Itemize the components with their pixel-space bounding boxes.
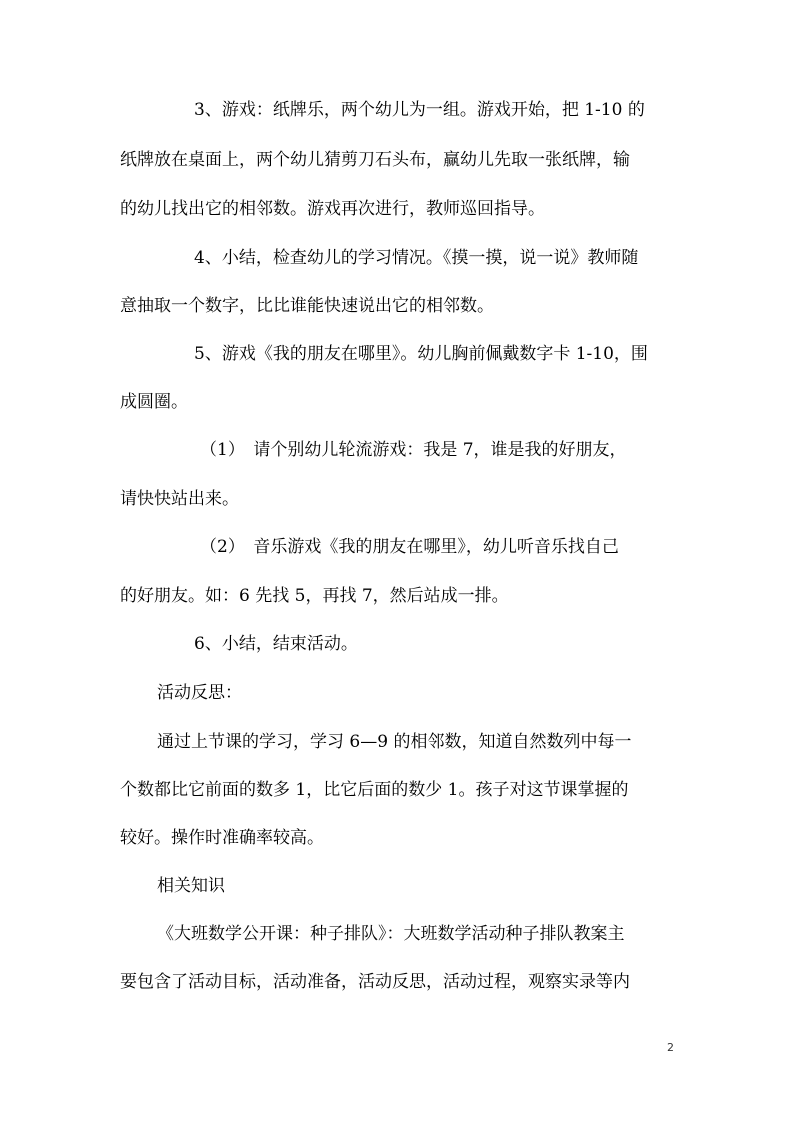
paragraph-line: （2） 音乐游戏《我的朋友在哪里》，幼儿听音乐找自己 bbox=[200, 537, 619, 557]
paragraph-line: 的幼儿找出它的相邻数。游戏再次进行，教师巡回指导。 bbox=[120, 199, 545, 219]
paragraph-line: 意抽取一个数字，比比谁能快速说出它的相邻数。 bbox=[120, 296, 494, 316]
paragraph-line: 《大班数学公开课：种子排队》：大班数学活动种子排队教案主 bbox=[157, 924, 625, 944]
paragraph-line: （1） 请个别幼儿轮流游戏：我是 7，谁是我的好朋友， bbox=[200, 440, 627, 460]
paragraph-line: 6、小结，结束活动。 bbox=[194, 634, 358, 654]
paragraph-line: 通过上节课的学习，学习 6—9 的相邻数，知道自然数列中每一 bbox=[157, 732, 632, 752]
paragraph-line: 纸牌放在桌面上，两个幼儿猜剪刀石头布，赢幼儿先取一张纸牌，输 bbox=[120, 150, 630, 170]
paragraph-line: 4、小结，检查幼儿的学习情况。《摸一摸，说一说》教师随 bbox=[194, 248, 639, 268]
paragraph-line: 5、游戏《我的朋友在哪里》。幼儿胸前佩戴数字卡 1-10，围 bbox=[194, 344, 648, 364]
paragraph-line: 要包含了活动目标，活动准备，活动反思，活动过程，观察实录等内 bbox=[120, 972, 630, 992]
paragraph-line: 较好。操作时准确率较高。 bbox=[120, 828, 324, 848]
section-heading: 活动反思： bbox=[157, 683, 242, 703]
paragraph-line: 个数都比它前面的数多 1，比它后面的数少 1。孩子对这节课掌握的 bbox=[120, 780, 629, 800]
paragraph-line: 的好朋友。如：6 先找 5，再找 7，然后站成一排。 bbox=[120, 586, 509, 606]
section-heading: 相关知识 bbox=[157, 876, 225, 896]
page-number: 2 bbox=[667, 1041, 674, 1054]
paragraph-line: 请快快站出来。 bbox=[120, 489, 239, 509]
paragraph-line: 成圆圈。 bbox=[120, 392, 188, 412]
paragraph-line: 3、游戏：纸牌乐，两个幼儿为一组。游戏开始，把 1-10 的 bbox=[194, 100, 645, 120]
